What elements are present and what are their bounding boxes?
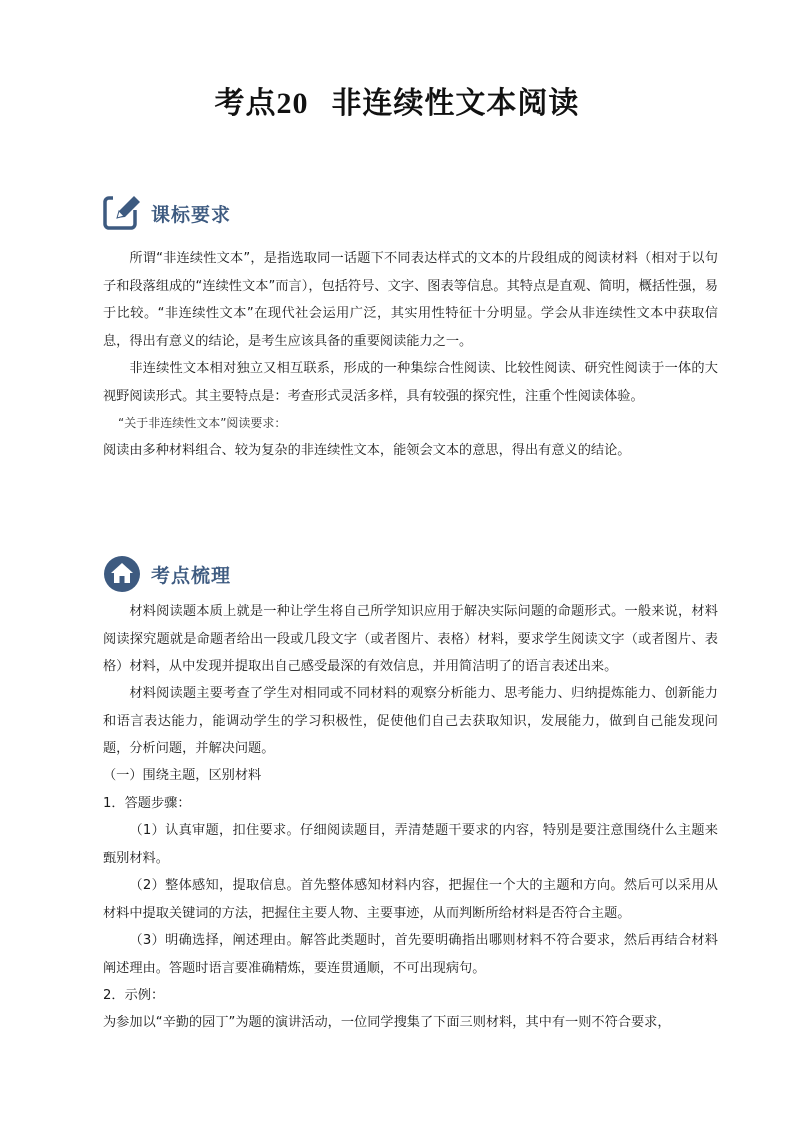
title-number: 20 [276,87,309,120]
paragraph: 非连续性文本相对独立又相互联系，形成的一种集综合性阅读、比较性阅读、研究性阅读于一体的大视野阅读形式。其主要特点是：考查形式灵活多样，具有较强的探究性，注重个性阅读体验。 [103,361,718,404]
paragraph: 材料阅读题本质上就是一种让学生将自己所学知识应用于解决实际问题的命题形式。一般来说，材料阅读探究题就是命题者给出一段或几段文字（或者图片、表格）材料，要求学生阅读文字（或者图片、表格）材料，从中发现并提取出自己感受最深的有效信息，并用简洁明了的语言表述出来。 [103,604,718,674]
title-main: 非连续性文本阅读 [331,86,580,121]
section-header-curriculum [103,193,231,233]
section-header-keypoints [103,554,231,594]
step-item: （1）认真审题，扣住要求。仔细阅读题目，弄清楚题干要求的内容，特别是要注意围绕什么主题来甄别材料。 [103,823,718,866]
step-item: （3）明确选择，阐述理由。解答此类题时，首先要明确指出哪则材料不符合要求，然后再结合材料阐述理由。答题时语言要准确精炼，要连贯通顺，不可出现病句。 [103,933,718,976]
paragraph: 材料阅读题主要考查了学生对相同或不同材料的观察分析能力、思考能力、归纳提炼能力、创新能力和语言表达能力，能调动学生的学习积极性，促使他们自己去获取知识，发展能力，做到自己能发现问题，分析问题，并解决问题。 [103,686,718,756]
example-label: 2．示例： [103,988,165,1003]
home-icon [103,555,141,593]
pencil-edit-icon [103,194,141,232]
section-heading: 考点梳理 [151,564,232,587]
example-text: 为参加以“辛勤的园丁”为题的演讲活动，一位同学搜集了下面三则材料，其中有一则不符合要求， [103,1015,671,1030]
step-item: （2）整体感知，提取信息。首先整体感知材料内容，把握住一个大的主题和方向。然后可以采用从材料中提取关键词的方法，把握住主要人物、主要事迹，从而判断所给材料是否符合主题。 [103,878,718,921]
title-prefix: 考点 [214,86,277,121]
paragraph: 所谓“非连续性文本”，是指选取同一话题下不同表达样式的文本的片段组成的阅读材料（相对于以句子和段落组成的“连续性文本”而言），包括符号、文字、图表等信息。其特点是直观、简明，概括性强，易于比较。“非连续性文本”在现代社会运用广泛，其实用性特征十分明显。学会从非连续性文本中获取信息，得出有意义的结论，是考生应该具备的重要阅读能力之一。 [103,251,718,349]
section-heading: 课标要求 [151,203,232,226]
requirement-text: 阅读由多种材料组合、较为复杂的非连续性文本，能领会文本的意思，得出有意义的结论。 [103,443,631,458]
page-title [0,78,794,122]
requirement-label: “关于非连续性文本”阅读要求： [118,416,287,430]
subheading: （一）围绕主题，区别材料 [103,768,262,783]
list-label: 1．答题步骤： [103,796,191,811]
